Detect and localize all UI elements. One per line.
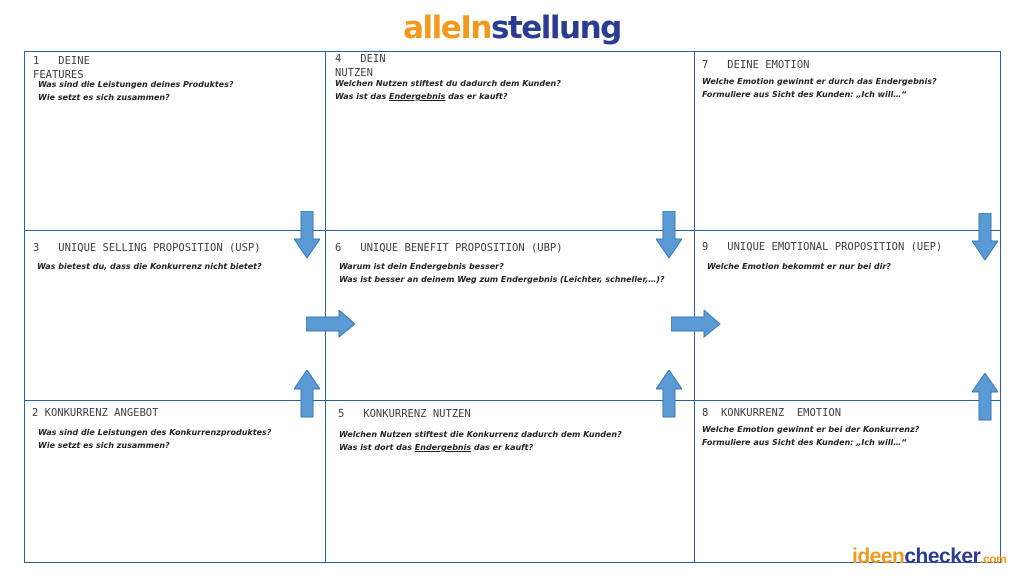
- question-line: Wie setzt es sich zusammen?: [38, 441, 170, 450]
- cell-konkurrenz-angebot[interactable]: [25, 401, 326, 563]
- question-line: Was sind die Leistungen des Konkurrenzproduktes?: [38, 428, 272, 437]
- question-line: [335, 90, 561, 103]
- question-text: Was ist dort das: [339, 443, 415, 452]
- cell-konkurrenz-nutzen[interactable]: [326, 401, 695, 563]
- cell-questions: [38, 78, 234, 104]
- cell-heading: 3 UNIQUE SELLING PROPOSITION (USP): [33, 242, 261, 254]
- canvas-grid: [24, 51, 1001, 563]
- arrow-right-icon: [306, 310, 356, 338]
- page-title: [0, 10, 1024, 46]
- question-line: Was bietest du, dass die Konkurrenz nicht bietet?: [37, 262, 262, 271]
- cell-heading: 6 UNIQUE BENEFIT PROPOSITION (UBP): [335, 242, 563, 254]
- cell-heading: 5 KONKURRENZ NUTZEN: [338, 408, 471, 420]
- cell-questions: [702, 75, 937, 101]
- question-text: Was ist das: [335, 92, 390, 101]
- question-underlined: Endergebnis: [389, 92, 446, 101]
- cell-questions: [707, 260, 891, 273]
- question-line: Welche Emotion bekommt er nur bei dir?: [707, 262, 891, 271]
- question-line: Welche Emotion gewinnt er durch das Endergebnis?: [702, 77, 937, 86]
- cell-nutzen[interactable]: [326, 52, 695, 231]
- question-line: Was ist besser an deinem Weg zum Endergebnis (Leichter, schneller,…)?: [339, 275, 665, 284]
- cell-questions: [335, 77, 561, 103]
- cell-ubp[interactable]: [326, 231, 695, 401]
- cell-heading: 9 UNIQUE EMOTIONAL PROPOSITION (UEP): [702, 241, 943, 253]
- cell-heading: 8 KONKURRENZ EMOTION: [702, 407, 842, 419]
- cell-questions: [702, 423, 919, 449]
- cell-heading: 2 KONKURRENZ ANGEBOT: [32, 407, 159, 419]
- cell-questions: [339, 428, 622, 454]
- title-part-1: alleIn: [403, 10, 491, 46]
- question-text: das er kauft?: [445, 92, 508, 101]
- ideenchecker-logo: [852, 545, 1006, 569]
- cell-emotion[interactable]: [695, 52, 1001, 231]
- question-line: Formuliere aus Sicht des Kunden: „Ich will…“: [702, 438, 907, 447]
- cell-konkurrenz-emotion[interactable]: [695, 401, 1001, 563]
- cell-heading: 1 DEINE FEATURES: [33, 55, 90, 81]
- cell-features[interactable]: [25, 52, 326, 231]
- question-underlined: Endergebnis: [414, 443, 472, 452]
- arrow-down-icon: [972, 213, 998, 261]
- cell-heading: 4 DEIN NUTZEN: [335, 53, 386, 79]
- question-line: Formuliere aus Sicht des Kunden: „Ich will…“: [702, 90, 907, 99]
- arrow-up-icon: [656, 370, 682, 418]
- cell-questions: [38, 426, 271, 452]
- arrow-down-icon: [294, 211, 320, 259]
- cell-uep[interactable]: [695, 231, 1001, 401]
- arrow-down-icon: [656, 211, 682, 259]
- question-line: Wie setzt es sich zusammen?: [38, 93, 170, 102]
- cell-usp[interactable]: [25, 231, 326, 401]
- question-text: das er kauft?: [471, 443, 534, 452]
- question-line: [339, 441, 622, 454]
- cell-heading: 7 DEINE EMOTION: [702, 59, 810, 71]
- arrow-up-icon: [294, 370, 320, 418]
- cell-questions: [37, 260, 262, 273]
- question-line: Warum ist dein Endergebnis besser?: [339, 262, 504, 271]
- arrow-up-icon: [972, 373, 998, 421]
- logo-part-3: .com: [980, 552, 1007, 566]
- cell-questions: [339, 260, 665, 286]
- logo-part-2: checker: [904, 545, 981, 568]
- arrow-right-icon: [671, 310, 721, 338]
- title-part-2: stellung: [490, 10, 621, 46]
- question-line: Welchen Nutzen stiftest du dadurch dem Kunden?: [335, 79, 561, 88]
- logo-part-1: ideen: [852, 545, 905, 568]
- question-line: Welche Emotion gewinnt er bei der Konkurrenz?: [702, 425, 920, 434]
- question-line: Welchen Nutzen stiftest die Konkurrenz dadurch dem Kunden?: [339, 430, 622, 439]
- question-line: Was sind die Leistungen deines Produktes?: [38, 80, 234, 89]
